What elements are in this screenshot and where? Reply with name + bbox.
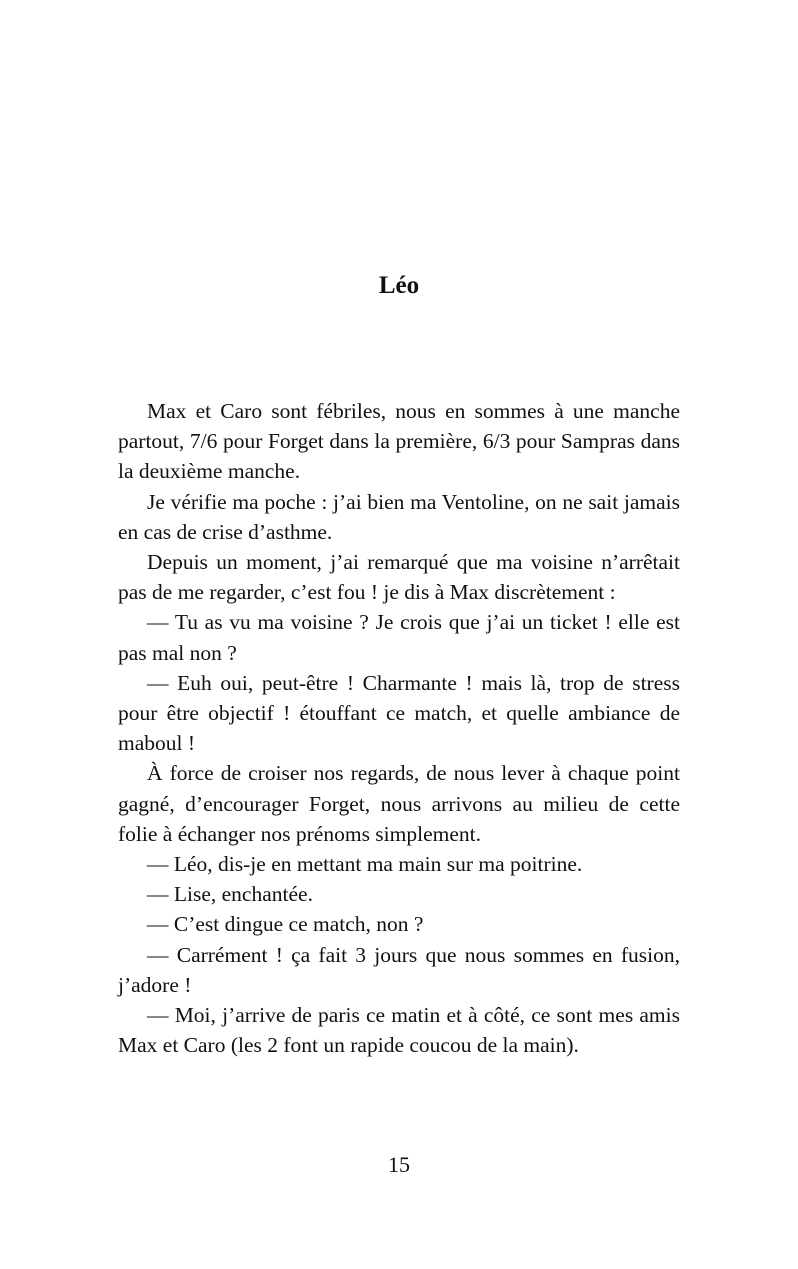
paragraph: Depuis un moment, j’ai remarqué que ma voisine n’arrêtait pas de me regarder, c’est fou ! je dis à Max discrètement : — [118, 550, 680, 605]
dialogue-line: — Moi, j’arrive de paris ce matin et à côté, ce sont mes amis Max et Caro (les 2 font un rapide coucou de la main). — [118, 1003, 680, 1058]
dialogue-line: — Léo, dis-je en mettant ma main sur ma poitrine. — [147, 852, 583, 877]
dialogue-line: — Tu as vu ma voisine ? Je crois que j’ai un ticket ! elle est pas mal non ? — [118, 610, 680, 665]
dialogue-line: — Carrément ! ça fait 3 jours que nous sommes en fusion, j’adore ! — [118, 942, 680, 997]
dialogue-line: — C’est dingue ce match, non ? — [147, 912, 424, 937]
dialogue-line: — Euh oui, peut-être ! Charmante ! mais là, trop de stress pour être objectif ! étouffant ce match, et quelle ambiance de maboul ! — [118, 670, 680, 756]
dialogue-line: — Lise, enchantée. — [147, 882, 313, 907]
paragraph: Max et Caro sont fébriles, nous en sommes à une manche partout, 7/6 pour Forget dans la première, 6/3 pour Sampras dans la deuxième manche. — [118, 399, 680, 484]
chapter-title: Léo — [378, 272, 420, 299]
page-number: 15 — [388, 1152, 410, 1177]
chapter-body — [118, 396, 680, 1060]
paragraph: Je vérifie ma poche : j’ai bien ma Ventoline, on ne sait jamais en cas de crise d’asthme. — [118, 489, 680, 544]
paragraph: À force de croiser nos regards, de nous lever à chaque point gagné, d’encourager Forget, nous arrivons au milieu de cette folie à échanger nos prénoms simplement. — [118, 761, 680, 846]
